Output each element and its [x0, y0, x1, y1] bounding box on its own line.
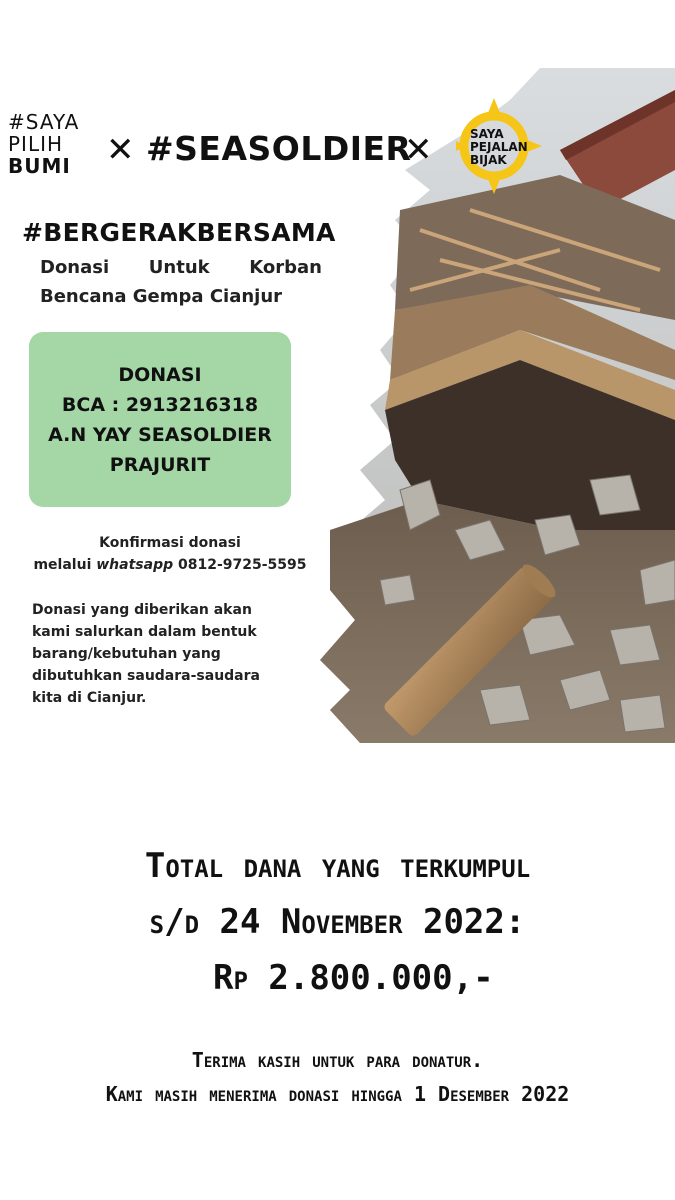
- logo-right-line2: PEJALAN: [470, 140, 528, 154]
- donation-info-text: [32, 599, 302, 709]
- confirmation-line2: [30, 554, 310, 576]
- campaign-subtitle-line1: [40, 257, 322, 278]
- total-funds: [0, 838, 675, 1006]
- info-line: dibutuhkan saudara-saudara: [32, 668, 260, 684]
- donation-line1: DONASI: [118, 363, 202, 386]
- logo-right-line3: BIJAK: [470, 153, 507, 167]
- confirmation-prefix: melalui: [33, 557, 97, 573]
- logo-left-line3: BUMI: [8, 154, 71, 178]
- campaign-hashtag: #BERGERAKBERSAMA: [22, 218, 336, 247]
- info-line: Donasi yang diberikan akan: [32, 602, 252, 618]
- logo-left-line1: #SAYA: [8, 110, 80, 134]
- info-line: barang/kebutuhan yang: [32, 646, 221, 662]
- donation-box: [29, 332, 291, 507]
- logo-right-line1: SAYA: [470, 127, 504, 141]
- whatsapp-number: 0812-9725-5595: [173, 557, 307, 573]
- donation-bank-account: BCA : 2913216318: [61, 393, 259, 416]
- info-line: kita di Cianjur.: [32, 690, 147, 706]
- saya-pejalan-bijak-text: [470, 128, 528, 167]
- subtitle-word: Untuk: [148, 257, 210, 278]
- total-amount: Rp 2.800.000,-: [213, 958, 494, 998]
- saya-pilih-bumi-logo: [8, 112, 96, 176]
- total-line1: Total dana yang terkumpul: [144, 846, 531, 886]
- thank-you-note: [0, 1043, 675, 1111]
- cross-icon: ✕: [404, 130, 433, 170]
- donation-account-name: A.N YAY SEASOLDIER: [48, 423, 272, 446]
- subtitle-word: Korban: [249, 257, 322, 278]
- subtitle-word: Donasi: [40, 257, 110, 278]
- info-line: kami salurkan dalam bentuk: [32, 624, 257, 640]
- logo-left-line2: PILIH: [8, 132, 64, 156]
- whatsapp-label: whatsapp: [96, 557, 174, 573]
- seasoldier-logo: #SEASOLDIER: [146, 129, 412, 168]
- thanks-line1: Terima kasih untuk para donatur.: [191, 1048, 484, 1072]
- thanks-line2: Kami masih menerima donasi hingga 1 Desember 2022: [105, 1082, 570, 1106]
- donation-account-name-2: PRAJURIT: [109, 453, 211, 476]
- confirmation-text: [30, 532, 310, 576]
- total-line2: s/d 24 November 2022:: [149, 902, 526, 942]
- poster: [0, 60, 675, 743]
- cross-icon: ✕: [106, 130, 135, 170]
- confirmation-line1: Konfirmasi donasi: [99, 535, 241, 551]
- campaign-subtitle-line2: Bencana Gempa Cianjur: [40, 286, 283, 307]
